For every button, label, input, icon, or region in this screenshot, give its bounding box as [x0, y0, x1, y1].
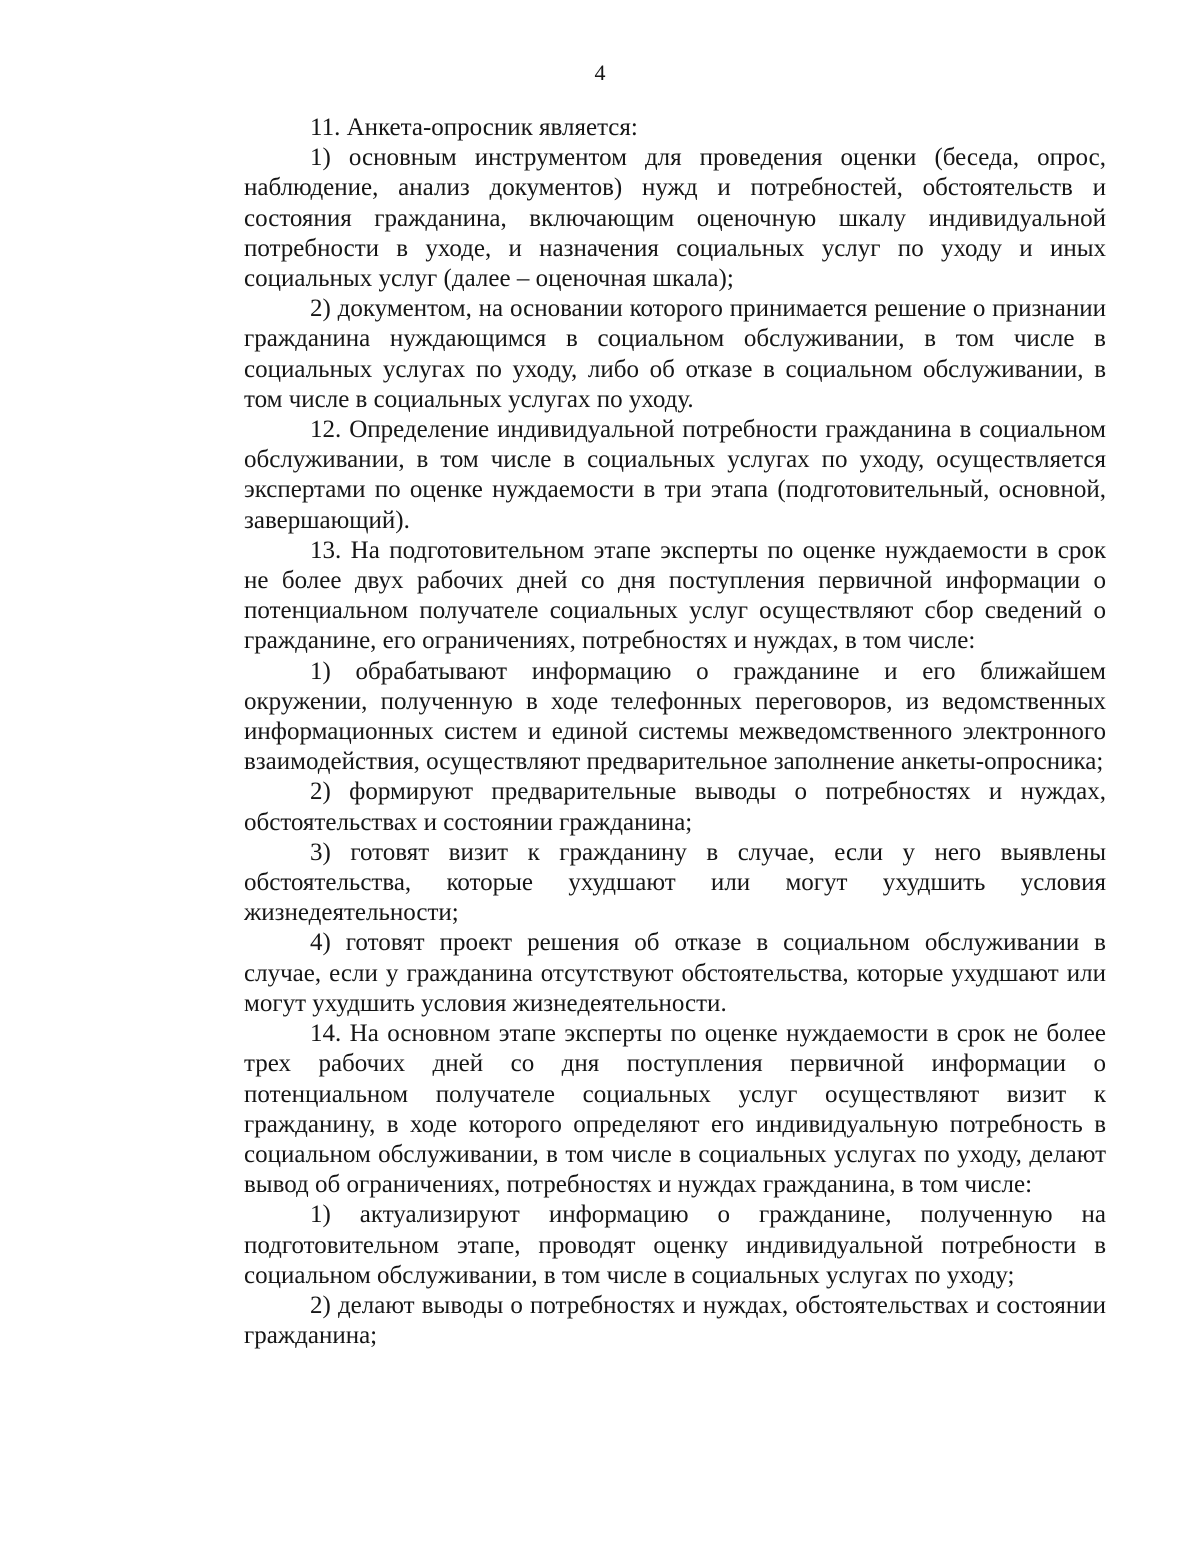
paragraph-13-item-2: 2) формируют предварительные выводы о потребностях и нуждах, обстоятельствах и состоянии гражданина;	[244, 778, 1106, 836]
paragraph-13: 13. На подготовительном этапе эксперты по оценке нуждаемости в срок не более двух рабочих дней со дня поступления первичной информации о потенциальном получателе социальных услуг осуществляют сбор сведений о гражданине, его ограничениях, потребностях и нуждах, в том числе:	[244, 536, 1106, 655]
paragraph-11-item-2: 2) документом, на основании которого принимается решение о признании гражданина нуждающимся в социальном обслуживании, в том числе в социальных услугах по уходу, либо об отказе в социальном обслуживании, в том числе в социальных услугах по уходу.	[244, 295, 1106, 413]
page-number: 4	[594, 60, 606, 85]
paragraph-11-heading: 11. Анкета-опросник является:	[310, 114, 638, 141]
paragraph-14: 14. На основном этапе эксперты по оценке нуждаемости в срок не более трех рабочих дней со дня поступления первичной информации о потенциальном получателе социальных услуг осуществляют визит к гражданину, в ходе которого определяют его индивидуальную потребность в социальном обслуживании, в том числе в социальных услугах по уходу, делают вывод об ограничениях, потребностях и нуждах гражданина, в том числе:	[244, 1020, 1106, 1199]
paragraph-11-item-1: 1) основным инструментом для проведения оценки (беседа, опрос, наблюдение, анализ документов) нужд и потребностей, обстоятельств и состояния гражданина, включающим оценочную шкалу индивидуальной потребности в уходе, и назначения социальных услуг по уходу и иных социальных услуг (далее – оценочная шкала);	[244, 144, 1106, 293]
paragraph-13-item-3: 3) готовят визит к гражданину в случае, если у него выявлены обстоятельства, которые ухудшают или могут ухудшить условия жизнедеятельности;	[244, 838, 1106, 927]
paragraph-14-item-1: 1) актуализируют информацию о гражданине, полученную на подготовительном этапе, проводят оценку индивидуальной потребности в социальном обслуживании, в том числе в социальных услугах по уходу;	[244, 1201, 1106, 1289]
document-body	[244, 113, 1106, 1351]
paragraph-14-item-2: 2) делают выводы о потребностях и нуждах, обстоятельствах и состоянии гражданина;	[244, 1291, 1106, 1350]
paragraph-12: 12. Определение индивидуальной потребности гражданина в социальном обслуживании, в том числе в социальных услугах по уходу, осуществляется экспертами по оценке нуждаемости в три этапа (подготовительный, основной, завершающий).	[244, 416, 1106, 534]
paragraph-13-item-1: 1) обрабатывают информацию о гражданине и его ближайшем окружении, полученную в ходе телефонных переговоров, из ведомственных информационных систем и единой системы межведомственного электронного взаимодействия, осуществляют предварительное заполнение анкеты-опросника;	[244, 657, 1106, 776]
paragraph-13-item-4: 4) готовят проект решения об отказе в социальном обслуживании в случае, если у гражданина отсутствуют обстоятельства, которые ухудшают или могут ухудшить условия жизнедеятельности.	[244, 929, 1106, 1017]
